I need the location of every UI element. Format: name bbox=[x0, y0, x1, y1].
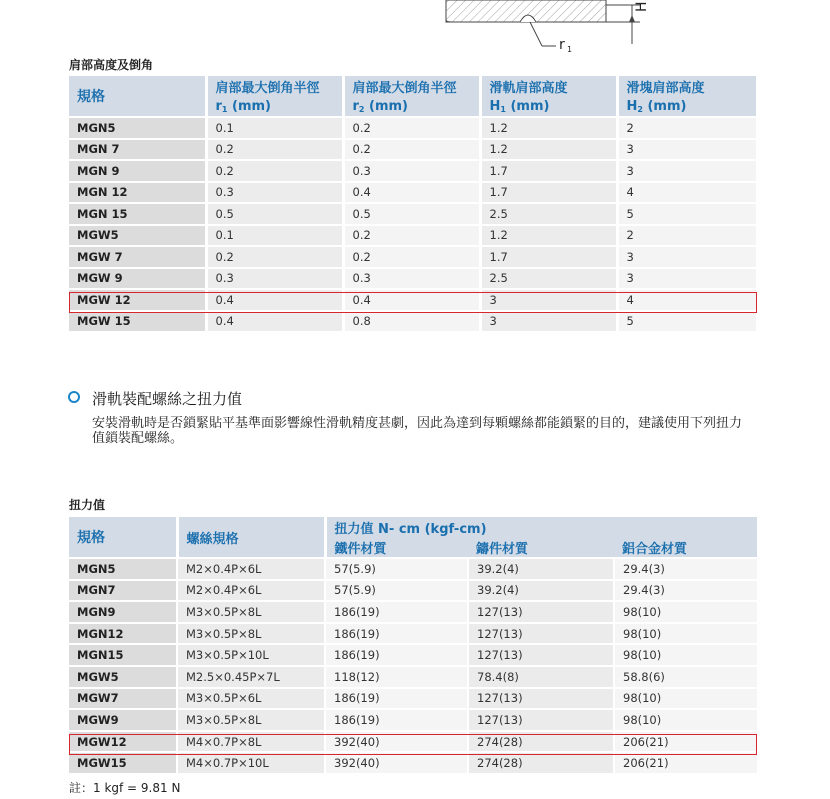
r1-label: r bbox=[559, 37, 565, 53]
row-value-cell: 0.4 bbox=[343, 289, 480, 311]
row-value-cell: 0.1 bbox=[206, 117, 343, 139]
table-row bbox=[69, 225, 757, 247]
header-h2-unit: $H_2$ (mm) bbox=[617, 96, 757, 117]
shoulder-diagram bbox=[440, 0, 660, 60]
table-row bbox=[69, 666, 757, 688]
row-value-cell: M2.5×0.45P×7L bbox=[177, 666, 325, 688]
row-spec-cell: MGW5 bbox=[69, 225, 206, 247]
table-row bbox=[69, 160, 757, 182]
row-value-cell: M3×0.5P×10L bbox=[177, 644, 325, 666]
row-value-cell: 127(13) bbox=[468, 601, 614, 623]
row-value-cell: 57(5.9) bbox=[325, 580, 468, 602]
row-value-cell: 274(28) bbox=[468, 752, 614, 773]
row-value-cell: 127(13) bbox=[468, 688, 614, 710]
highlight-mgw12-shoulder bbox=[69, 292, 757, 313]
row-value-cell: 2 bbox=[617, 225, 757, 247]
row-spec-cell: MGW7 bbox=[69, 688, 177, 710]
row-value-cell: 3 bbox=[480, 311, 617, 332]
section2-paragraph: 安裝滑軌時是否鎖緊貼平基準面影響線性滑軌精度甚劇，因此為達到每顆螺絲都能鎖緊的目的，建議使用下列扭力值鎖裝配螺絲。 bbox=[92, 416, 743, 446]
row-value-cell: 0.2 bbox=[343, 117, 480, 139]
header-torque: 扭力值 N- cm (kgf-cm) bbox=[325, 517, 757, 537]
row-value-cell: 98(10) bbox=[614, 623, 757, 645]
row-value-cell: 0.4 bbox=[206, 311, 343, 332]
row-spec-cell: MGW12 bbox=[69, 731, 177, 753]
row-spec-cell: MGN 9 bbox=[69, 160, 206, 182]
row-value-cell: 1.7 bbox=[480, 160, 617, 182]
table-row bbox=[69, 182, 757, 204]
section2-caption: 扭力值 bbox=[69, 498, 106, 512]
row-value-cell: 0.2 bbox=[343, 246, 480, 268]
row-value-cell: M3×0.5P×6L bbox=[177, 688, 325, 710]
row-value-cell: 186(19) bbox=[325, 601, 468, 623]
r1-sub: 1 bbox=[567, 45, 573, 54]
row-spec-cell: MGN 12 bbox=[69, 182, 206, 204]
section2-title: 滑軌裝配螺絲之扭力值 bbox=[92, 390, 243, 408]
row-value-cell: 392(40) bbox=[325, 752, 468, 773]
row-value-cell: 274(28) bbox=[468, 731, 614, 753]
row-value-cell: 0.5 bbox=[343, 203, 480, 225]
row-value-cell: 0.2 bbox=[343, 139, 480, 161]
row-spec-cell: MGN7 bbox=[69, 580, 177, 602]
row-value-cell: 0.2 bbox=[206, 246, 343, 268]
row-value-cell: 3 bbox=[617, 246, 757, 268]
row-value-cell: 98(10) bbox=[614, 688, 757, 710]
row-spec-cell: MGN 15 bbox=[69, 203, 206, 225]
row-value-cell: 206(21) bbox=[614, 752, 757, 773]
row-value-cell: 0.3 bbox=[343, 268, 480, 290]
row-value-cell: 78.4(8) bbox=[468, 666, 614, 688]
header-spec: 規格 bbox=[69, 76, 206, 117]
header-h1-title: 滑軌肩部高度 bbox=[480, 76, 617, 96]
row-spec-cell: MGW15 bbox=[69, 752, 177, 773]
row-value-cell: 98(10) bbox=[614, 709, 757, 731]
row-value-cell: 57(5.9) bbox=[325, 558, 468, 580]
row-value-cell: 0.4 bbox=[343, 182, 480, 204]
row-value-cell: 0.3 bbox=[206, 182, 343, 204]
row-value-cell: 0.5 bbox=[206, 203, 343, 225]
table-row bbox=[69, 311, 757, 332]
table-row bbox=[69, 268, 757, 290]
row-value-cell: 0.4 bbox=[206, 289, 343, 311]
header-cast: 鑄件材質 bbox=[468, 537, 614, 558]
row-spec-cell: MGW 9 bbox=[69, 268, 206, 290]
row-value-cell: 206(21) bbox=[614, 731, 757, 753]
row-value-cell: 1.2 bbox=[480, 117, 617, 139]
row-value-cell: 3 bbox=[480, 289, 617, 311]
row-value-cell: 0.2 bbox=[206, 139, 343, 161]
row-value-cell: 4 bbox=[617, 182, 757, 204]
row-value-cell: M2×0.4P×6L bbox=[177, 580, 325, 602]
footnote: 註：1 kgf = 9.81 N bbox=[69, 781, 181, 795]
row-value-cell: 4 bbox=[617, 289, 757, 311]
row-value-cell: 3 bbox=[617, 160, 757, 182]
row-value-cell: 29.4(3) bbox=[614, 580, 757, 602]
row-value-cell: 2.5 bbox=[480, 268, 617, 290]
header-screw: 螺絲規格 bbox=[177, 517, 325, 558]
row-value-cell: 0.2 bbox=[206, 160, 343, 182]
row-value-cell: M3×0.5P×8L bbox=[177, 709, 325, 731]
table-row bbox=[69, 117, 757, 139]
highlight-mgw12-torque bbox=[69, 734, 757, 755]
header-h2-title: 滑塊肩部高度 bbox=[617, 76, 757, 96]
row-value-cell: 127(13) bbox=[468, 623, 614, 645]
row-value-cell: 127(13) bbox=[468, 644, 614, 666]
row-value-cell: 118(12) bbox=[325, 666, 468, 688]
table-row bbox=[69, 558, 757, 580]
table-row bbox=[69, 203, 757, 225]
row-value-cell: 127(13) bbox=[468, 709, 614, 731]
row-value-cell: 2 bbox=[617, 117, 757, 139]
row-value-cell: M3×0.5P×8L bbox=[177, 601, 325, 623]
row-value-cell: 98(10) bbox=[614, 644, 757, 666]
row-value-cell: 5 bbox=[617, 311, 757, 332]
table-row bbox=[69, 688, 757, 710]
header-r1-title: 肩部最大倒角半徑 bbox=[206, 76, 343, 96]
header-r2-title: 肩部最大倒角半徑 bbox=[343, 76, 480, 96]
row-spec-cell: MGN12 bbox=[69, 623, 177, 645]
row-spec-cell: MGW5 bbox=[69, 666, 177, 688]
row-value-cell: 58.8(6) bbox=[614, 666, 757, 688]
table-row bbox=[69, 601, 757, 623]
row-value-cell: 392(40) bbox=[325, 731, 468, 753]
row-value-cell: 3 bbox=[617, 139, 757, 161]
row-spec-cell: MGN5 bbox=[69, 117, 206, 139]
section-bullet-icon bbox=[68, 391, 80, 403]
row-value-cell: M3×0.5P×8L bbox=[177, 623, 325, 645]
row-value-cell: 0.3 bbox=[206, 268, 343, 290]
row-value-cell: 2.5 bbox=[480, 203, 617, 225]
row-value-cell: 29.4(3) bbox=[614, 558, 757, 580]
table-row bbox=[69, 623, 757, 645]
row-value-cell: 1.2 bbox=[480, 225, 617, 247]
row-spec-cell: MGW 12 bbox=[69, 289, 206, 311]
row-value-cell: M4×0.7P×8L bbox=[177, 731, 325, 753]
row-value-cell: 5 bbox=[617, 203, 757, 225]
row-spec-cell: MGW9 bbox=[69, 709, 177, 731]
table-row bbox=[69, 139, 757, 161]
row-value-cell: 39.2(4) bbox=[468, 558, 614, 580]
row-value-cell: 1.2 bbox=[480, 139, 617, 161]
row-value-cell: 0.2 bbox=[343, 225, 480, 247]
header-iron: 鐵件材質 bbox=[325, 537, 468, 558]
row-value-cell: 39.2(4) bbox=[468, 580, 614, 602]
row-spec-cell: MGW 15 bbox=[69, 311, 206, 332]
row-value-cell: 0.1 bbox=[206, 225, 343, 247]
table-row bbox=[69, 752, 757, 773]
row-spec-cell: MGN9 bbox=[69, 601, 177, 623]
row-value-cell: 0.8 bbox=[343, 311, 480, 332]
row-value-cell: 3 bbox=[617, 268, 757, 290]
row-value-cell: 0.3 bbox=[343, 160, 480, 182]
header-h1-unit: $H_1$ (mm) bbox=[480, 96, 617, 117]
row-value-cell: 186(19) bbox=[325, 623, 468, 645]
row-value-cell: 186(19) bbox=[325, 688, 468, 710]
table-row bbox=[69, 580, 757, 602]
header-r1-unit: $r_1$ (mm) bbox=[206, 96, 343, 117]
row-spec-cell: MGN 7 bbox=[69, 139, 206, 161]
row-value-cell: M2×0.4P×6L bbox=[177, 558, 325, 580]
row-spec-cell: MGN15 bbox=[69, 644, 177, 666]
row-spec-cell: MGN5 bbox=[69, 558, 177, 580]
table-row bbox=[69, 709, 757, 731]
table-row bbox=[69, 644, 757, 666]
row-value-cell: 186(19) bbox=[325, 709, 468, 731]
header-alu: 鋁合金材質 bbox=[614, 537, 757, 558]
row-value-cell: 1.7 bbox=[480, 182, 617, 204]
row-value-cell: M4×0.7P×10L bbox=[177, 752, 325, 773]
row-value-cell: 1.7 bbox=[480, 246, 617, 268]
row-value-cell: 186(19) bbox=[325, 644, 468, 666]
header-r2-unit: $r_2$ (mm) bbox=[343, 96, 480, 117]
table-row bbox=[69, 246, 757, 268]
header-spec-2: 規格 bbox=[69, 517, 177, 558]
h-label: H bbox=[634, 1, 650, 12]
section1-caption: 肩部高度及倒角 bbox=[69, 58, 154, 72]
row-spec-cell: MGW 7 bbox=[69, 246, 206, 268]
row-value-cell: 98(10) bbox=[614, 601, 757, 623]
